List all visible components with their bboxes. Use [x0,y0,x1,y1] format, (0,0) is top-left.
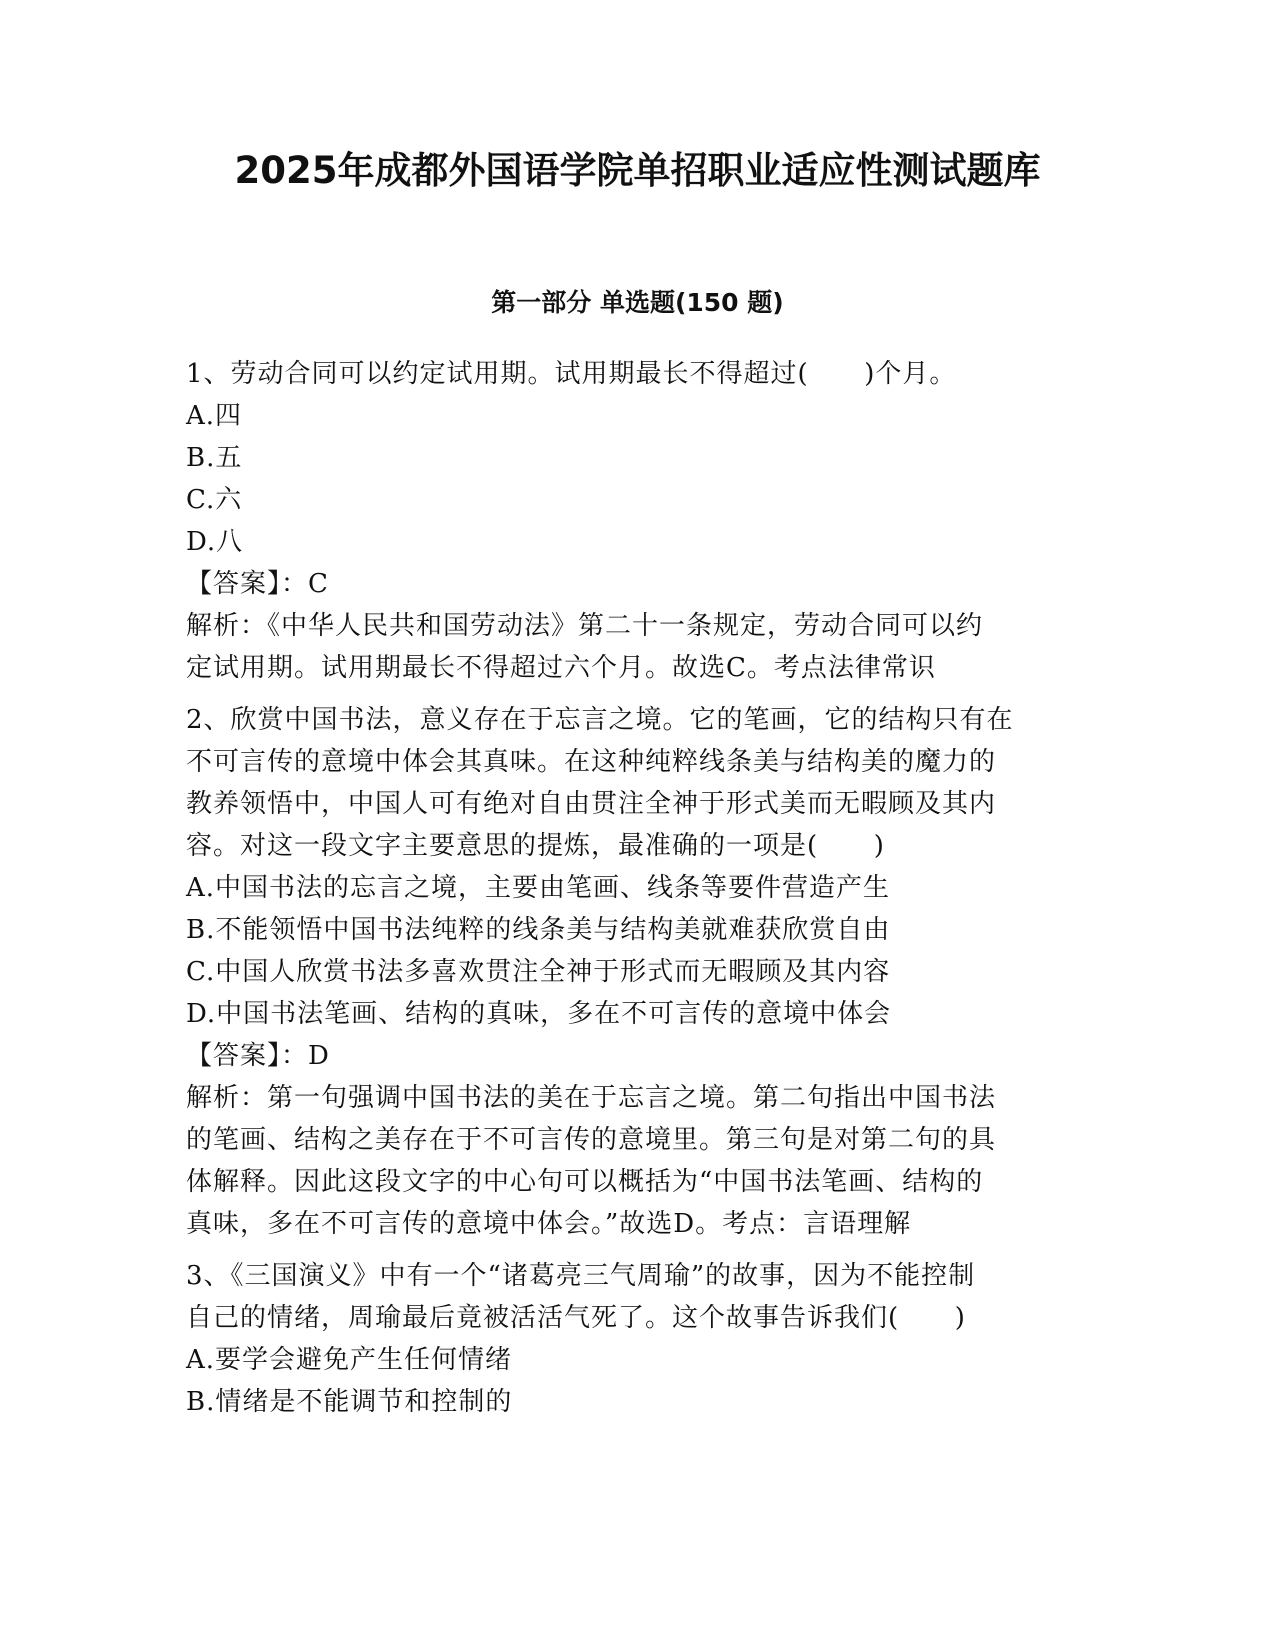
question-stem-line: 教养领悟中，中国人可有绝对自由贯注全神于形式美而无暇顾及其内 [186,789,997,819]
analysis-line: 解析：第一句强调中国书法的美在于忘言之境。第二句指出中国书法 [186,1083,997,1113]
option-d: D.中国书法笔画、结构的真味，多在不可言传的意境中体会 [186,999,892,1029]
question-stem [186,353,1086,395]
question-stem-line: 3、《三国演义》中有一个“诸葛亮三气周瑜”的故事，因为不能控制 [186,1261,976,1291]
analysis-line: 定试用期。试用期最长不得超过六个月。故选C。考点法律常识 [186,653,936,683]
option-b: B.不能领悟中国书法纯粹的线条美与结构美就难获欣赏自由 [186,915,891,945]
option-d: D.八 [186,527,244,557]
question-stem-line: 2、欣赏中国书法，意义存在于忘言之境。它的笔画，它的结构只有在 [186,705,1014,735]
analysis-line: 解析：《中华人民共和国劳动法》第二十一条规定，劳动合同可以约 [186,611,984,641]
analysis-line: 真味，多在不可言传的意境中体会。”故选D。考点：言语理解 [186,1209,912,1239]
question-stem-line: 自己的情绪，周瑜最后竟被活活气死了。这个故事告诉我们( ) [186,1303,966,1333]
question-3 [186,1255,1086,1423]
section-heading: 第一部分 单选题(150 题) [491,288,784,317]
question-stem [186,1255,1086,1339]
question-stem-line: 不可言传的意境中体会其真味。在这种纯粹线条美与结构美的魔力的 [186,747,997,777]
analysis-line: 的笔画、结构之美存在于不可言传的意境里。第三句是对第二句的具 [186,1125,997,1155]
analysis-line: 体解释。因此这段文字的中心句可以概括为“中国书法笔画、结构的 [186,1167,984,1197]
question-stem-line: 1、劳动合同可以约定试用期。试用期最长不得超过( )个月。 [186,359,957,389]
answer: 【答案】：C [186,569,329,599]
option-a: A.要学会避免产生任何情绪 [186,1345,513,1375]
question-stem [186,699,1086,867]
answer: 【答案】：D [186,1041,330,1071]
option-a: A.中国书法的忘言之境，主要由笔画、线条等要件营造产生 [186,873,891,903]
question-1 [186,353,1086,689]
document-title: 2025年成都外国语学院单招职业适应性测试题库 [234,149,1041,192]
option-c: C.中国人欣赏书法多喜欢贯注全神于形式而无暇顾及其内容 [186,957,891,987]
question-stem-line: 容。对这一段文字主要意思的提炼，最准确的一项是( ) [186,831,885,861]
option-a: A.四 [186,401,243,431]
option-c: C.六 [186,485,243,515]
question-2 [186,699,1086,1245]
question-list [186,353,1086,1433]
option-b: B.五 [186,443,243,473]
option-b: B.情绪是不能调节和控制的 [186,1387,513,1417]
